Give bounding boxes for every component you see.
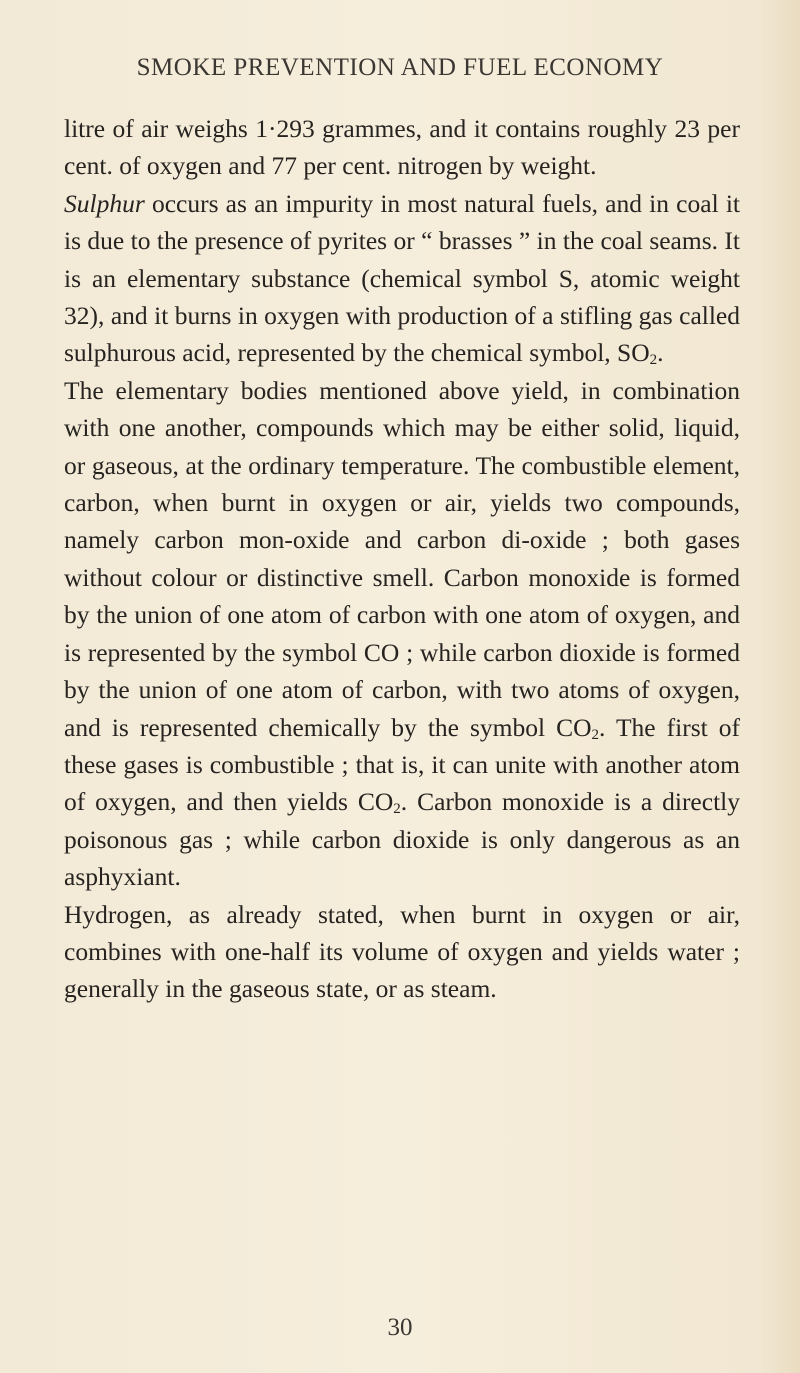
compounds-text-part3: . Carbon monoxide is a directly poisonous gas ; while carbon dioxide is only dangerous as an asphyxiant. [64, 787, 740, 892]
subscript: 2 [591, 726, 600, 743]
paragraph-hydrogen: Hydrogen, as already stated, when burnt in oxygen or air, combines with one-half its volume of oxygen and yields water ; generally in the gaseous state, or as steam. [64, 899, 740, 1004]
subscript: 2 [649, 352, 658, 369]
sulphur-text-part1: occurs as an impurity in most natural fuels, and in coal it is due to the presence of pyrites or “ brasses ” in the coal seams. It is an elementary substance (chemical symbol S, atomic weight 32), and it burns in oxygen with production of a stifling gas called sulphurous acid, represented by the chemical symbol, SO [64, 188, 740, 368]
subscript: 2 [393, 801, 401, 818]
paragraph-compounds [64, 372, 740, 896]
paragraph-air-composition: litre of air weighs 1·293 grammes, and it contains roughly 23 per cent. of oxygen and 77 per cent. nitrogen by weight. [64, 114, 740, 181]
page-number: 30 [387, 1314, 413, 1341]
sulphur-lead-word: Sulphur [64, 188, 145, 218]
compounds-text-part1: The elementary bodies mentioned above yield, in combination with one another, compounds which may be either solid, liquid, or gaseous, at the ordinary temperature. The combustible element, carbon, when burnt in oxygen or air, yields two compounds, namely carbon mon-oxide and carbon di-oxide ; both gases without colour or distinctive smell. Carbon monoxide is formed by the union of one atom of carbon with one atom of oxygen, and is represented by the symbol CO ; while carbon dioxide is formed by the union of one atom of carbon, with two atoms of oxygen, and is represented chemically by the symbol CO [64, 375, 740, 742]
body-text [64, 110, 740, 1008]
running-header: SMOKE PREVENTION AND FUEL ECONOMY [136, 54, 664, 81]
compounds-text-part2: . The first of these gases is combustible ; that is, it can unite with another atom of oxygen, and then yields CO [64, 712, 740, 817]
paragraph-sulphur [64, 185, 740, 372]
sulphur-text-part2: . [657, 338, 664, 368]
